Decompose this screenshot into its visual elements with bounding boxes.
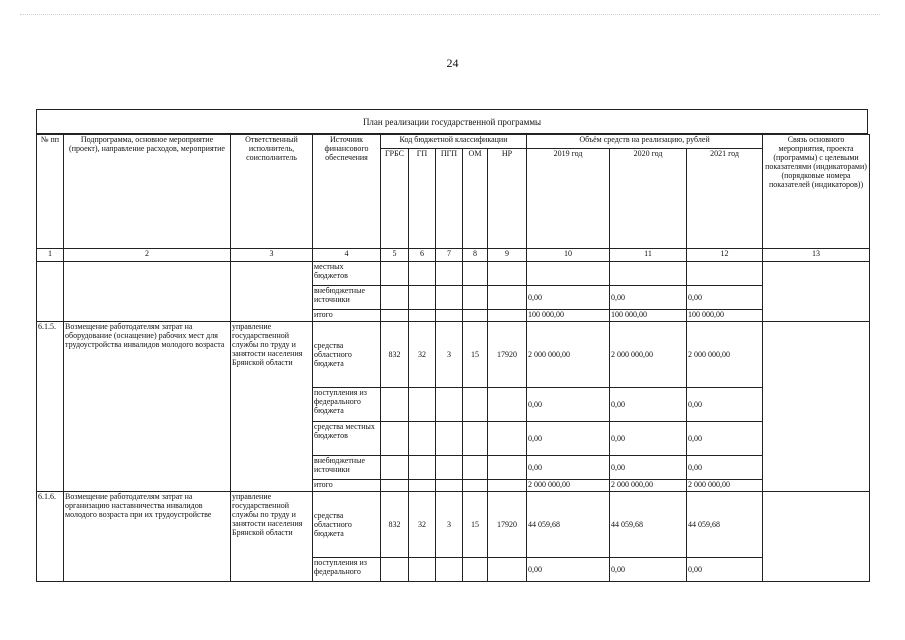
item-name: Возмещение работодателям затрат на оборудование (оснащение) рабочих мест для трудоустройства инвалидов молодого возраста — [64, 322, 231, 492]
code-gp: 32 — [409, 492, 436, 558]
value-2021: 44 059,68 — [687, 492, 763, 558]
source-cell: средства областного бюджета — [313, 492, 381, 558]
header-2020: 2020 год — [610, 149, 687, 249]
header-funds: Объём средств на реализацию, рублей — [527, 135, 763, 149]
header-num: № пп — [37, 135, 64, 249]
value-2020: 2 000 000,00 — [610, 480, 687, 492]
col-number: 7 — [436, 249, 463, 262]
header-row-1 — [37, 135, 870, 149]
source-cell: средства областного бюджета — [313, 322, 381, 388]
col-number: 5 — [381, 249, 409, 262]
value-2021: 0,00 — [687, 388, 763, 422]
col-number: 10 — [527, 249, 610, 262]
table-row — [37, 322, 870, 388]
table-row — [37, 492, 870, 558]
plan-table — [36, 134, 870, 582]
source-cell: поступления из федерального — [313, 558, 381, 582]
value-2020: 0,00 — [610, 558, 687, 582]
item-executor: управление государственной службы по труду и занятости населения Брянской области — [231, 322, 313, 492]
table-title: План реализации государственной программы — [36, 109, 868, 134]
header-pgp: ПГП — [436, 149, 463, 249]
source-cell: внебюджетные источники — [313, 456, 381, 480]
col-number: 3 — [231, 249, 313, 262]
value-2020: 100 000,00 — [610, 310, 687, 322]
value-2020: 0,00 — [610, 422, 687, 456]
value-2019: 2 000 000,00 — [527, 322, 610, 388]
col-number: 13 — [763, 249, 870, 262]
col-number: 11 — [610, 249, 687, 262]
col-number: 9 — [488, 249, 527, 262]
value-2019: 2 000 000,00 — [527, 480, 610, 492]
col-number: 12 — [687, 249, 763, 262]
value-2021: 100 000,00 — [687, 310, 763, 322]
cell-empty — [763, 262, 870, 322]
source-cell: местных бюджетов — [313, 262, 381, 286]
value-2021: 2 000 000,00 — [687, 480, 763, 492]
header-np: НР — [488, 149, 527, 249]
col-number: 6 — [409, 249, 436, 262]
value-2020: 0,00 — [610, 286, 687, 310]
code-om: 15 — [463, 492, 488, 558]
value-2019: 0,00 — [527, 456, 610, 480]
column-number-row — [37, 249, 870, 262]
code-grbs: 832 — [381, 492, 409, 558]
value-2021: 0,00 — [687, 456, 763, 480]
source-total: итого — [313, 480, 381, 492]
code-pgp: 3 — [436, 492, 463, 558]
col-number: 4 — [313, 249, 381, 262]
value-2019: 44 059,68 — [527, 492, 610, 558]
value-2020: 44 059,68 — [610, 492, 687, 558]
value-2019: 100 000,00 — [527, 310, 610, 322]
value-2021: 0,00 — [687, 422, 763, 456]
code-grbs: 832 — [381, 322, 409, 388]
source-cell: поступления из федерального бюджета — [313, 388, 381, 422]
code-np: 17920 — [488, 492, 527, 558]
cell-empty — [64, 262, 231, 322]
col-number: 8 — [463, 249, 488, 262]
header-subprogram: Подпрограмма, основное мероприятие (проект), направление расходов, мероприятие — [64, 135, 231, 249]
source-total: итого — [313, 310, 381, 322]
header-grbs: ГРБС — [381, 149, 409, 249]
item-number: 6.1.6. — [37, 492, 64, 582]
header-executor: Ответственный исполнитель, соисполнитель — [231, 135, 313, 249]
cell-empty — [231, 262, 313, 322]
header-2019: 2019 год — [527, 149, 610, 249]
value-2019: 0,00 — [527, 422, 610, 456]
page-number: 24 — [446, 56, 459, 70]
header-budget-code: Код бюджетной классификации — [381, 135, 527, 149]
header-source: Источник финансового обеспечения — [313, 135, 381, 249]
value-2021: 2 000 000,00 — [687, 322, 763, 388]
col-number: 1 — [37, 249, 64, 262]
header-gp: ГП — [409, 149, 436, 249]
value-2021: 0,00 — [687, 286, 763, 310]
code-om: 15 — [463, 322, 488, 388]
value-2019: 0,00 — [527, 558, 610, 582]
item-executor: управление государственной службы по труду и занятости населения Брянской области — [231, 492, 313, 582]
code-gp: 32 — [409, 322, 436, 388]
code-pgp: 3 — [436, 322, 463, 388]
item-number: 6.1.5. — [37, 322, 64, 492]
cell-empty — [763, 492, 870, 582]
scan-top-edge — [20, 14, 880, 16]
source-cell: средства местных бюджетов — [313, 422, 381, 456]
value-2021: 0,00 — [687, 558, 763, 582]
col-number: 2 — [64, 249, 231, 262]
source-cell: внебюджетные источники — [313, 286, 381, 310]
item-name: Возмещение работодателям затрат на организацию наставничества инвалидов молодого возраста при их трудоустройстве — [64, 492, 231, 582]
header-link: Связь основного мероприятия, проекта (программы) с целевыми показателями (индикаторами) (порядковые номера показателей (индикаторов)) — [763, 135, 870, 249]
cell-empty — [37, 262, 64, 322]
value-2019: 0,00 — [527, 286, 610, 310]
cell-empty — [763, 322, 870, 492]
header-2021: 2021 год — [687, 149, 763, 249]
value-2020: 2 000 000,00 — [610, 322, 687, 388]
value-2019: 0,00 — [527, 388, 610, 422]
header-om: ОМ — [463, 149, 488, 249]
value-2020: 0,00 — [610, 388, 687, 422]
table-row — [37, 262, 870, 286]
value-2020: 0,00 — [610, 456, 687, 480]
code-np: 17920 — [488, 322, 527, 388]
